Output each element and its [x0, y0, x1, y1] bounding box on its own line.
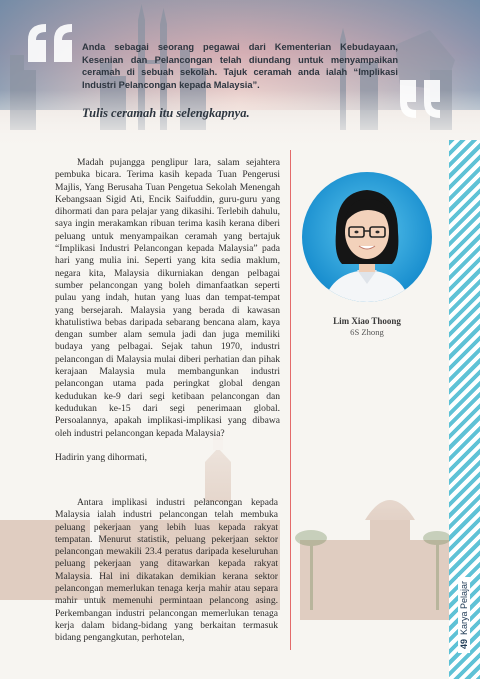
essay-body-continued	[55, 497, 278, 645]
open-quote-icon	[26, 22, 76, 66]
section-label: Karya Pelajar	[459, 580, 470, 636]
essay-prompt: Anda sebagai seorang pegawai dari Kementerian Kebudayaan, Kesenian dan Pelancongan telah diundang untuk menyampaikan ceramah di sebuah sekolah. Tajuk ceramah anda ialah “Implikasi Industri Pelancongan kepada Malaysia”.	[82, 42, 398, 91]
prompt-header	[0, 0, 480, 132]
page-number: 49	[459, 639, 470, 650]
essay-greeting: Hadirin yang dihormati,	[55, 451, 148, 463]
column-divider	[290, 150, 291, 650]
author-class: 6S Zhong	[350, 327, 384, 337]
page-footer-label	[452, 560, 476, 670]
essay-paragraph: Antara implikasi industri pelancongan kepada Malaysia ialah industri pelancongan telah membuka peluang pekerjaan yang lebih luas kepada rakyat tempatan. Menurut statistik, peluang pekerjaan sektor pelancongan mewakili 23.4 peratus daripada keseluruhan peluang pekerjaan yang ditawarkan kepada rakyat Malaysia. Hal ini dikatakan demikian kerana sektor pelancongan memerlukan tenaga kerja mahir atau separa mahir untuk memenuhi permintaan pelancong asing. Perkembangan industri pelancongan memerlukan tenaga kerja dalam bidang-bidang yang berkaitan termasuk bidang pengangkutan, perhotelan,	[55, 497, 278, 644]
essay-paragraph: Madah pujangga penglipur lara, salam sejahtera pembuka bicara. Terima kasih kepada Tuan Pengerusi Majlis, Yang Berusaha Tuan Pengetua Sekolah Menengah Kebangsaan Sigid Ati, Encik Saifuddin, guru-guru yang dihormati dan para pelajar yang dikasihi. Terlebih dahulu, saya ingin merakamkan ribuan terima kasih kerana diberi peluang untuk menyampaikan ceramah yang bertajuk “Implikasi Industri Pelancongan kepada Malaysia” pada hari yang mulia ini. Seperti yang kita sedia maklum, negara kita, Malaysia dikurniakan dengan pelbagai sumber pelancongan yang boleh dimanfaatkan seperti pulau yang indah, hutan yang luas dan tempat-tempat yang bersejarah. Malaysia yang berada di kawasan khatulistiwa bebas daripada sebarang bencana alam, kaya dengan sumber alam semula jadi dan juga memiliki budaya yang pelbagai. Sejak tahun 1970, industri pelancongan di Malaysia mulai diberi perhatian dan pihak kerajaan Malaysia mula membangunkan industri pelancongan utama pada peringkat global dengan kedudukan ke-9 dari segi ketibaan pelancongan dan kedudukan ke-15 dari segi penerimaan global. Persoalannya, apakah implikasi-implikasi yang dibawa oleh industri pelancongan kepada Malaysia?	[55, 157, 280, 439]
author-photo	[302, 172, 432, 302]
essay-body	[55, 157, 280, 476]
author-name: Lim Xiao Thoong	[333, 316, 401, 326]
close-quote-icon	[398, 78, 444, 120]
essay-instruction: Tulis ceramah itu selengkapnya.	[82, 106, 250, 120]
author-portrait-illustration	[302, 172, 432, 302]
